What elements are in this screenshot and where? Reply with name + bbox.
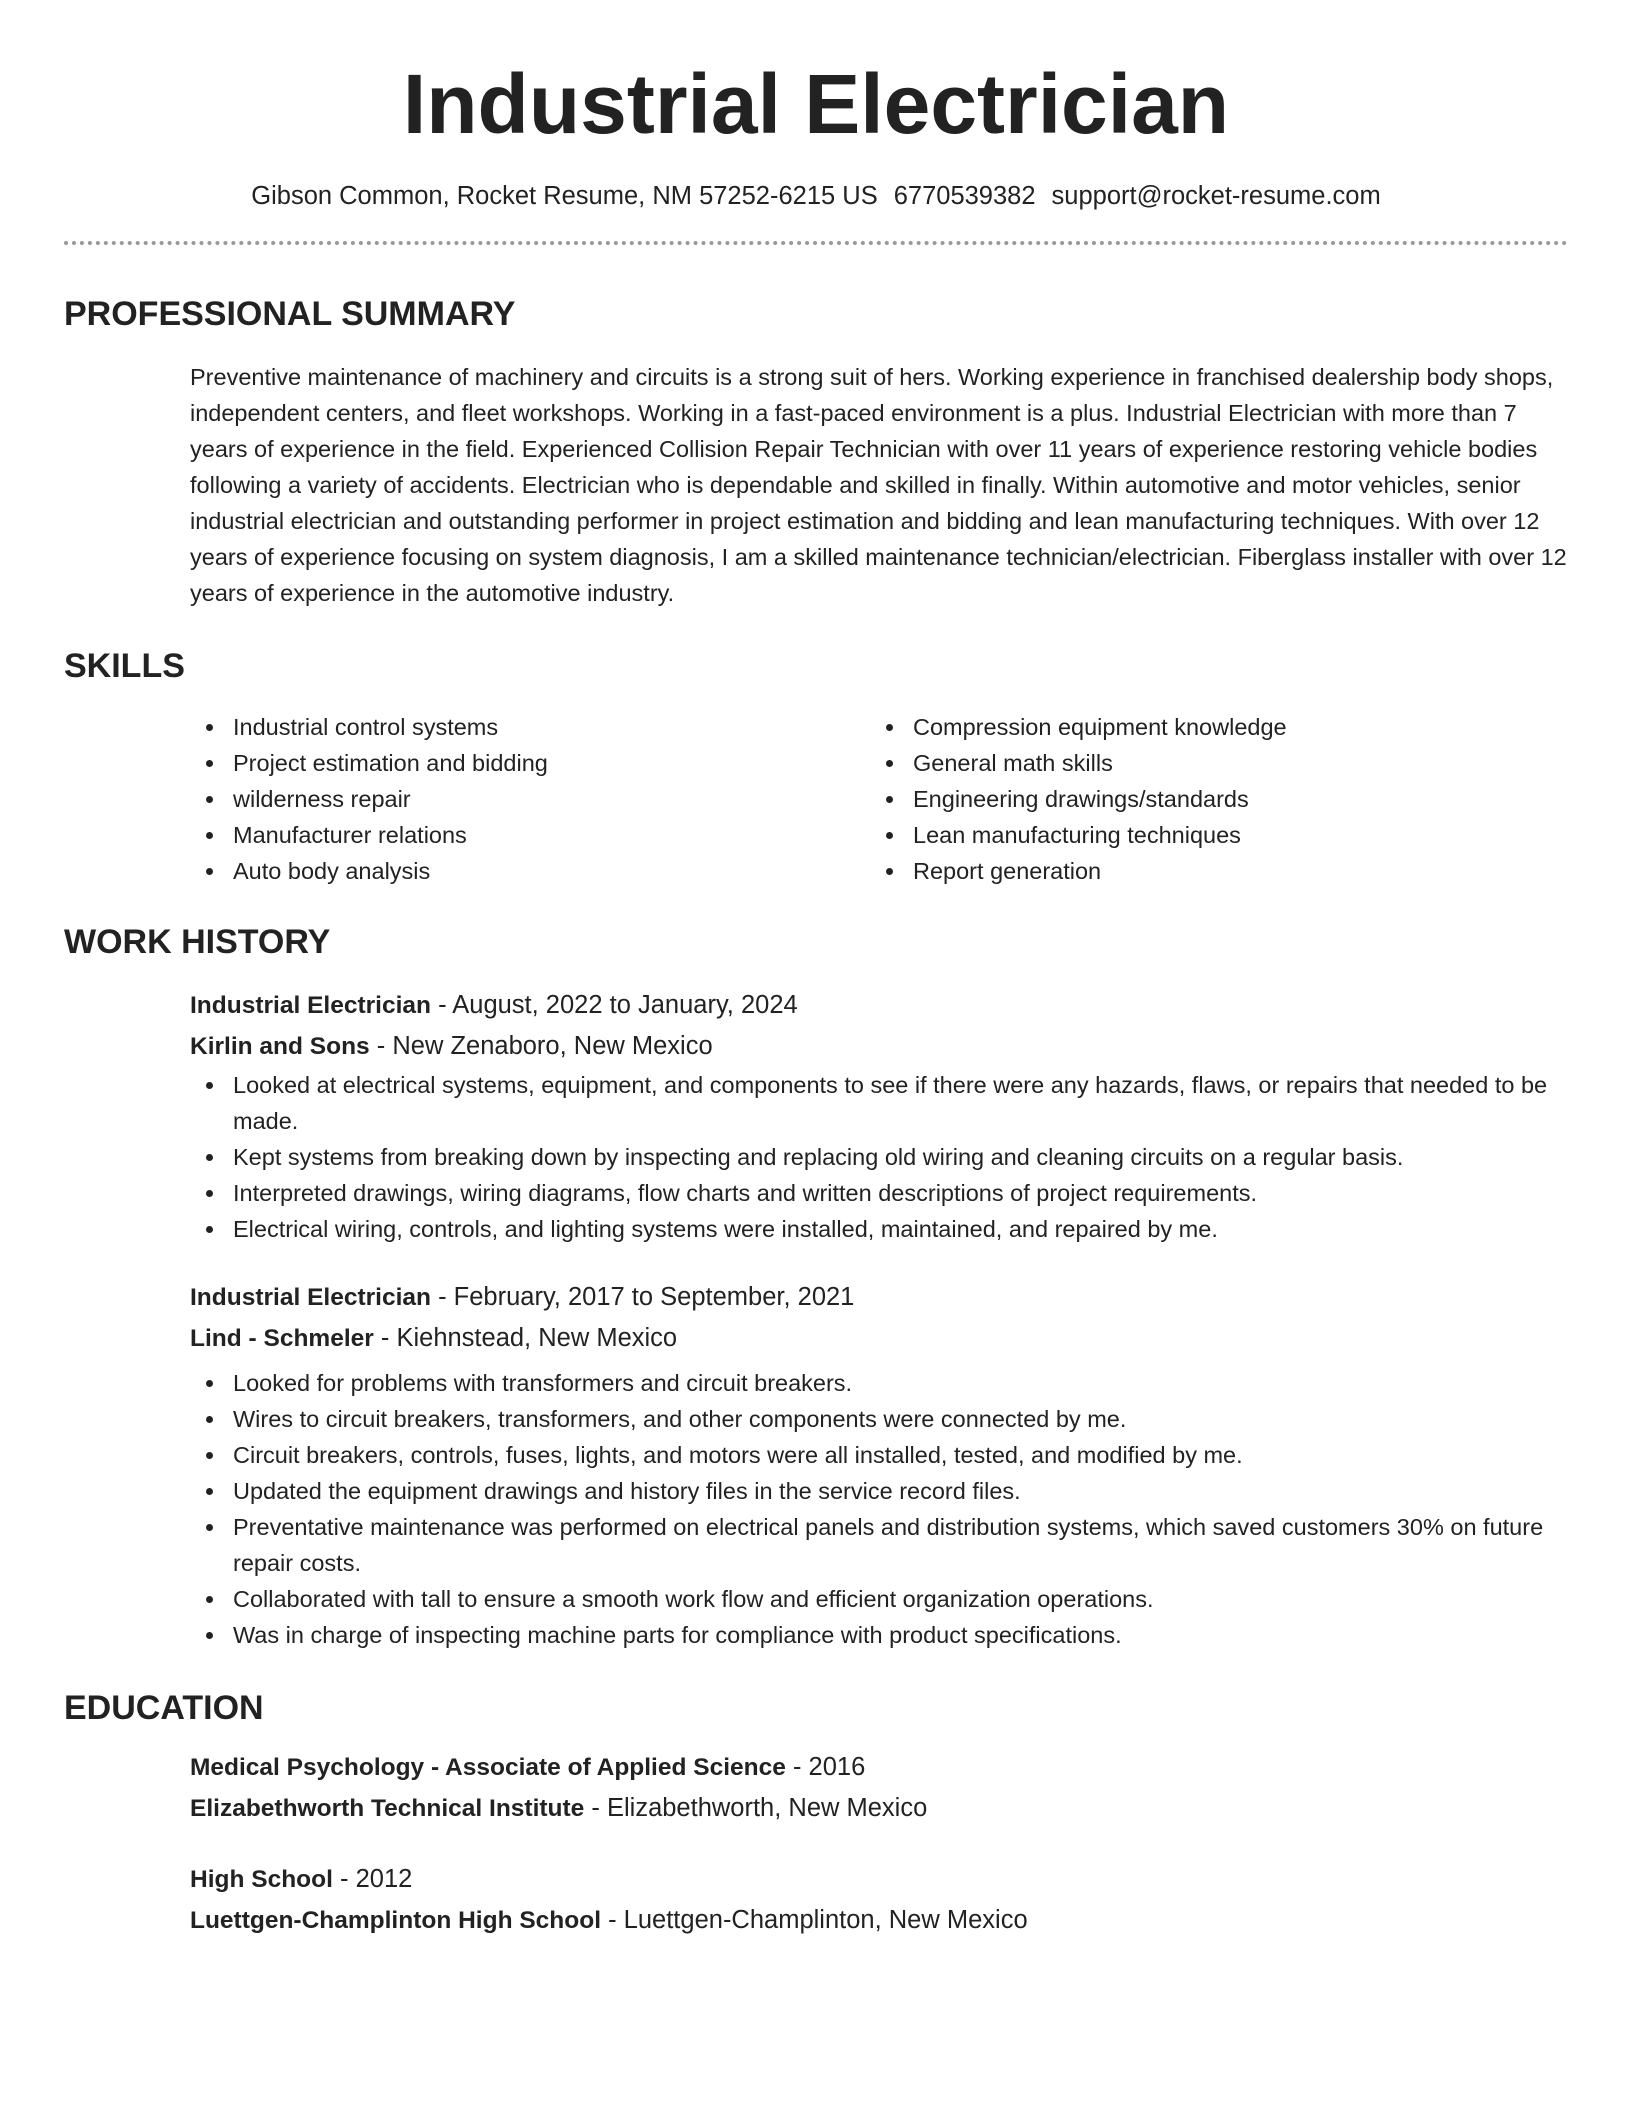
job-entry <box>64 985 1568 1247</box>
education-school: Elizabethworth Technical Institute <box>190 1795 585 1822</box>
job-bullet: Looked at electrical systems, equipment, and components to see if there were any hazards, flaws, or repairs that needed to be made. <box>190 1067 1568 1139</box>
education-entry <box>64 1747 1568 1829</box>
contact-phone: 6770539382 <box>893 182 1036 210</box>
education-location: - Elizabethworth, New Mexico <box>584 1794 928 1822</box>
job-bullet: Looked for problems with transformers and circuit breakers. <box>190 1365 1568 1401</box>
job-bullet: Interpreted drawings, wiring diagrams, flow charts and written descriptions of project requirements. <box>190 1175 1568 1211</box>
job-entry <box>64 1277 1568 1653</box>
job-company-line <box>190 1318 1568 1359</box>
resume-name: Industrial Electrician <box>402 57 1230 151</box>
job-location: - Kiehnstead, New Mexico <box>373 1324 678 1352</box>
skill-item: Auto body analysis <box>190 853 870 889</box>
education-degree: High School <box>190 1866 333 1893</box>
skill-item: General math skills <box>870 745 1550 781</box>
job-role: Industrial Electrician <box>190 1284 431 1311</box>
contact-email: support@rocket-resume.com <box>1051 182 1381 210</box>
skill-item: Engineering drawings/standards <box>870 781 1550 817</box>
job-location: - New Zenaboro, New Mexico <box>369 1032 713 1060</box>
job-bullet: Electrical wiring, controls, and lighting systems were installed, maintained, and repaired by me. <box>190 1211 1568 1247</box>
skill-item: Report generation <box>870 853 1550 889</box>
job-bullet: Preventative maintenance was performed on electrical panels and distribution systems, which saved customers 30% on future repair costs. <box>190 1509 1568 1581</box>
skill-item: Compression equipment knowledge <box>870 709 1550 745</box>
skill-item: wilderness repair <box>190 781 870 817</box>
education-location: - Luettgen-Champlinton, New Mexico <box>601 1906 1028 1934</box>
job-role: Industrial Electrician <box>190 992 431 1019</box>
summary-heading: PROFESSIONAL SUMMARY <box>64 295 516 333</box>
work-heading: WORK HISTORY <box>64 923 331 961</box>
contact-address: Gibson Common, Rocket Resume, NM 57252-6215 US <box>251 182 878 210</box>
skill-item: Project estimation and bidding <box>190 745 870 781</box>
education-entry <box>64 1859 1568 1941</box>
job-company: Kirlin and Sons <box>190 1033 370 1060</box>
job-title-line <box>190 1277 1568 1318</box>
job-dates: - August, 2022 to January, 2024 <box>431 991 798 1019</box>
skills-heading: SKILLS <box>64 647 185 685</box>
job-bullet: Was in charge of inspecting machine parts for compliance with product specifications. <box>190 1617 1568 1653</box>
job-bullet: Wires to circuit breakers, transformers, and other components were connected by me. <box>190 1401 1568 1437</box>
job-dates: - February, 2017 to September, 2021 <box>431 1283 855 1311</box>
education-year: - 2016 <box>785 1753 866 1781</box>
job-bullet: Circuit breakers, controls, fuses, lights, and motors were all installed, tested, and modified by me. <box>190 1437 1568 1473</box>
education-school-line <box>190 1788 1568 1829</box>
education-degree-line <box>190 1747 1568 1788</box>
skill-item: Lean manufacturing techniques <box>870 817 1550 853</box>
education-degree: Medical Psychology - Associate of Applied Science <box>190 1754 786 1781</box>
skills-column-left <box>190 709 870 889</box>
contact-line <box>64 182 1568 211</box>
job-company-line <box>190 1026 1568 1067</box>
job-bullets <box>190 1067 1568 1247</box>
header-divider <box>64 241 1568 245</box>
skill-item: Manufacturer relations <box>190 817 870 853</box>
skills-column-right <box>870 709 1550 889</box>
education-degree-line <box>190 1859 1568 1900</box>
job-bullets <box>190 1365 1568 1653</box>
skill-item: Industrial control systems <box>190 709 870 745</box>
job-bullet: Collaborated with tall to ensure a smooth work flow and efficient organization operations. <box>190 1581 1568 1617</box>
summary-text: Preventive maintenance of machinery and circuits is a strong suit of hers. Working experience in franchised dealership body shops, independent centers, and fleet workshops. Working in a fast-paced environment is a plus. Industrial Electrician with more than 7 years of experience in the field. Experienced Collision Repair Technician with over 11 years of experience restoring vehicle bodies following a variety of accidents. Electrician who is dependable and skilled in finally. Within automotive and motor vehicles, senior industrial electrician and outstanding performer in project estimation and bidding and lean manufacturing techniques. With over 12 years of experience focusing on system diagnosis, I am a skilled maintenance technician/electrician. Fiberglass installer with over 12 years of experience in the automotive industry. <box>190 364 1567 606</box>
job-bullet: Updated the equipment drawings and history files in the service record files. <box>190 1473 1568 1509</box>
job-company: Lind - Schmeler <box>190 1325 374 1352</box>
education-school: Luettgen-Champlinton High School <box>190 1907 602 1934</box>
skills-list <box>64 709 1568 889</box>
education-heading: EDUCATION <box>64 1689 264 1727</box>
job-title-line <box>190 985 1568 1026</box>
education-school-line <box>190 1900 1568 1941</box>
education-year: - 2012 <box>332 1865 413 1893</box>
job-bullet: Kept systems from breaking down by inspecting and replacing old wiring and cleaning circuits on a regular basis. <box>190 1139 1568 1175</box>
